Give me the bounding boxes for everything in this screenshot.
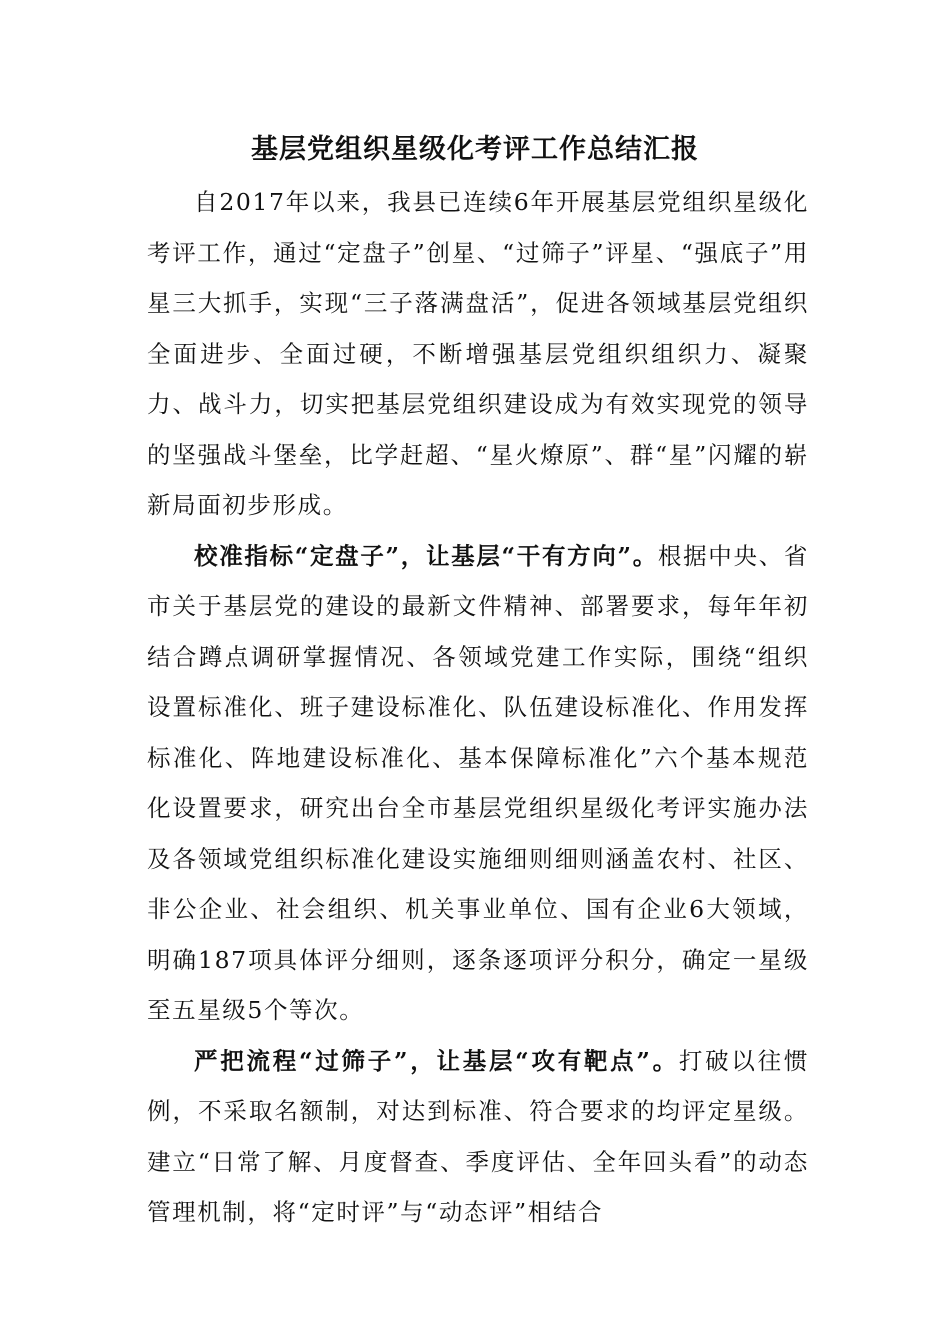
paragraph-strict-process (147, 1036, 809, 1238)
paragraph-lead: 严把流程“过筛子”，让基层“攻有靶点”。 (194, 1046, 679, 1075)
paragraph-text: 打破以往惯例，不采取名额制，对达到标准、符合要求的均评定星级。建立“日常了解、月度督查、季度评估、全年回头看”的动态管理机制，将“定时评”与“动态评”相结合 (147, 1046, 809, 1226)
document-body (147, 177, 809, 1238)
document-title: 基层党组织星级化考评工作总结汇报 (251, 134, 699, 165)
paragraph-text: 根据中央、省市关于基层党的建设的最新文件精神、部署要求，每年年初结合蹲点调研掌握情况、各领域党建工作实际，围绕“组织设置标准化、班子建设标准化、队伍建设标准化、作用发挥标准化、阵地建设标准化、基本保障标准化”六个基本规范化设置要求，研究出台全市基层党组织星级化考评实施办法及各领域党组织标准化建设实施细则细则涵盖农村、社区、非公企业、社会组织、机关事业单位、国有企业6大领域，明确187项具体评分细则，逐条逐项评分积分，确定一星级至五星级5个等次。 (147, 541, 809, 1024)
paragraph-intro (147, 177, 809, 531)
paragraph-lead: 校准指标“定盘子”，让基层“干有方向”。 (194, 541, 658, 570)
paragraph-text: 自2017年以来，我县已连续6年开展基层党组织星级化考评工作，通过“定盘子”创星、“过筛子”评星、“强底子”用星三大抓手，实现“三子落满盘活”，促进各领域基层党组织全面进步、全面过硬，不断增强基层党组织组织力、凝聚力、战斗力，切实把基层党组织建设成为有效实现党的领导的坚强战斗堡垒，比学赶超、“星火燎原”、群“星”闪耀的崭新局面初步形成。 (147, 188, 809, 519)
paragraph-calibrate-indicators (147, 531, 809, 1036)
